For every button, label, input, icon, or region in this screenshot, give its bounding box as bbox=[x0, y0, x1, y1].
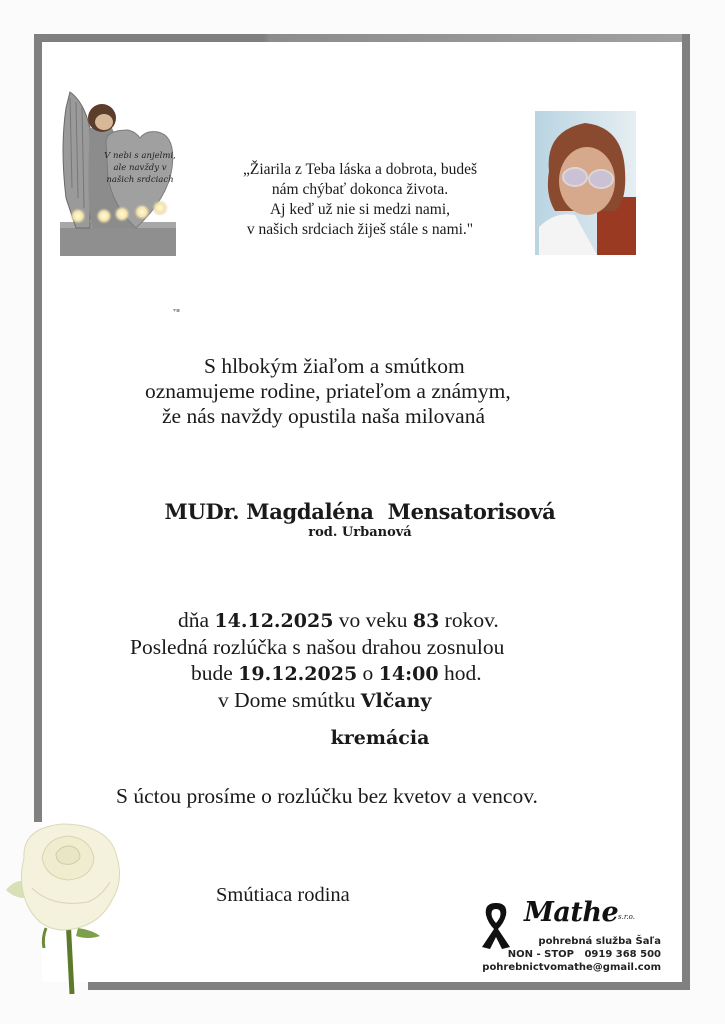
frame-top-border bbox=[34, 34, 690, 42]
deceased-name: MUDr. Magdaléna Mensatorisová bbox=[164, 499, 556, 524]
intro-line: S hlbokým žiaľom a smútkom bbox=[204, 354, 465, 378]
ceremony-date: 19.12.2025 bbox=[238, 663, 358, 685]
frame-left-border bbox=[34, 34, 42, 822]
intro-line: že nás navždy opustila naša milovaná bbox=[162, 404, 485, 428]
svg-text:ale navždy v: ale navždy v bbox=[113, 163, 167, 173]
image-artifact-speck: ▾▪ bbox=[173, 307, 181, 314]
quote-line: nám chýbať dokonca života. bbox=[271, 181, 449, 198]
maiden-name: rod. Urbanová bbox=[308, 525, 412, 540]
memorial-quote bbox=[190, 160, 530, 240]
angel-statue-image bbox=[56, 88, 180, 258]
no-flowers-request: S úctou prosíme o rozlúčku bez kvetov a vencov. bbox=[116, 784, 538, 808]
ceremony-type: kremácia bbox=[330, 727, 430, 749]
svg-text:V nebi s anjelmi,: V nebi s anjelmi, bbox=[104, 151, 176, 161]
intro-line: oznamujeme rodine, priateľom a známym, bbox=[145, 379, 511, 403]
frame-bottom-border bbox=[88, 982, 690, 990]
ceremony-time: 14:00 bbox=[378, 663, 439, 685]
announcement-intro bbox=[140, 354, 580, 429]
ceremony-datetime-line: bude 19.12.2025 o 14:00 hod. bbox=[191, 661, 482, 685]
quote-line: „Žiarila z Teba láska a dobrota, budeš bbox=[242, 161, 478, 178]
death-date-line: dňa 14.12.2025 vo veku 83 rokov. bbox=[178, 608, 499, 632]
company-email: pohrebnictvomathe@gmail.com bbox=[482, 962, 661, 973]
white-rose-image bbox=[2, 818, 132, 998]
farewell-line: Posledná rozlúčka s našou drahou zosnulou bbox=[130, 635, 505, 659]
death-date: 14.12.2025 bbox=[214, 610, 334, 632]
funeral-service-logo bbox=[476, 897, 688, 977]
age: 83 bbox=[412, 610, 440, 632]
funeral-details bbox=[120, 607, 600, 714]
frame-right-border bbox=[682, 34, 690, 990]
quote-line: Aj keď už nie si medzi nami, bbox=[269, 201, 451, 218]
family-signature: Smútiaca rodina bbox=[216, 884, 350, 906]
mourning-ribbon-icon bbox=[478, 901, 514, 951]
company-tagline: pohrebná služba Šaľa bbox=[538, 936, 661, 947]
quote-line: v našich srdciach žiješ stále s nami." bbox=[246, 221, 474, 238]
company-suffix: s.r.o. bbox=[618, 913, 635, 921]
svg-text:našich srdciach: našich srdciach bbox=[106, 175, 174, 185]
deceased-portrait-photo bbox=[535, 111, 636, 255]
funeral-service-brand: Mathe bbox=[524, 897, 619, 928]
ceremony-place-line: v Dome smútku Vlčany bbox=[218, 688, 432, 712]
ceremony-place: Vlčany bbox=[360, 690, 432, 712]
company-phone: NON - STOP 0919 368 500 bbox=[507, 949, 661, 960]
